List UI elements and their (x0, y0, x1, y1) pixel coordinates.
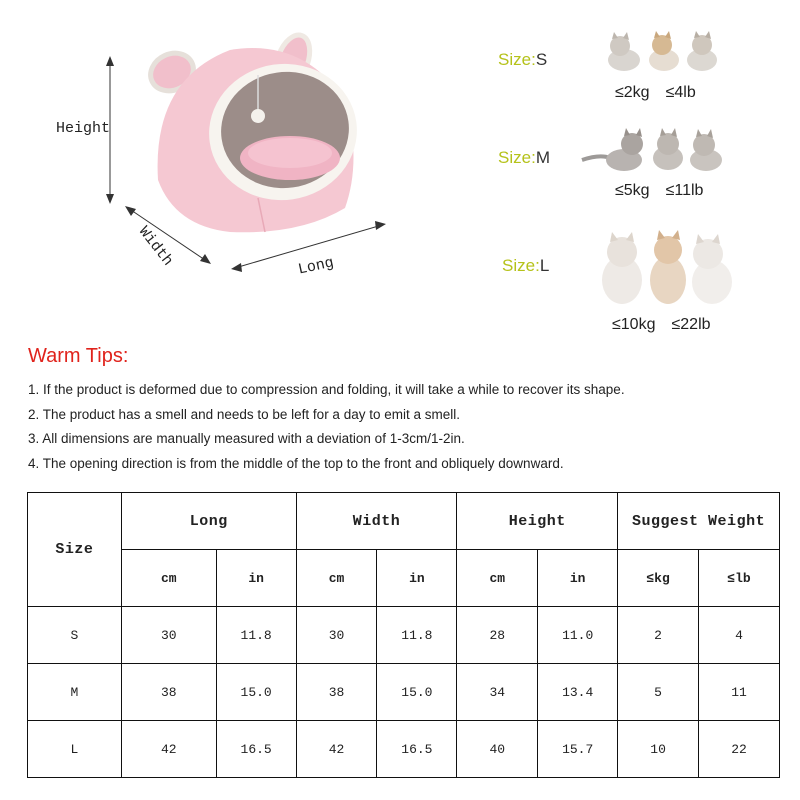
table-row (28, 664, 780, 721)
value-cell: 16.5 (216, 721, 296, 778)
long-header: Long (121, 493, 296, 550)
size-s-weights: ≤2kg ≤4lb (615, 84, 696, 101)
size-table (27, 492, 780, 778)
warm-tips-heading: Warm Tips: (28, 345, 129, 367)
value-cell: 34 (457, 664, 538, 721)
value-cell: 30 (296, 607, 377, 664)
product-figure (40, 20, 460, 320)
value-cell: 15.7 (538, 721, 618, 778)
width-header: Width (296, 493, 457, 550)
width-label: Width (134, 223, 177, 270)
unit-cell: ≤lb (699, 550, 780, 607)
size-panel-m (490, 122, 790, 212)
warm-tips-list (28, 382, 625, 480)
tip-item: 4. The opening direction is from the middle of the top to the front and obliquely downward. (28, 455, 564, 471)
value-cell: 11.8 (216, 607, 296, 664)
size-header: Size (28, 493, 122, 607)
value-cell: 16.5 (377, 721, 457, 778)
value-cell: 38 (121, 664, 216, 721)
size-cell: L (28, 721, 122, 778)
unit-cell: in (216, 550, 296, 607)
table-row (28, 721, 780, 778)
size-panel-l (490, 222, 790, 342)
value-cell: 15.0 (216, 664, 296, 721)
value-cell: 10 (618, 721, 699, 778)
tip-item: 3. All dimensions are manually measured with a deviation of 1-3cm/1-2in. (28, 431, 465, 446)
value-cell: 11 (699, 664, 780, 721)
value-cell: 5 (618, 664, 699, 721)
value-cell: 40 (457, 721, 538, 778)
value-cell: 15.0 (377, 664, 457, 721)
unit-cell: cm (296, 550, 377, 607)
unit-cell: cm (457, 550, 538, 607)
value-cell: 13.4 (538, 664, 618, 721)
height-header: Height (457, 493, 618, 550)
unit-cell: ≤kg (618, 550, 699, 607)
value-cell: 22 (699, 721, 780, 778)
size-cell: S (28, 607, 122, 664)
size-m-weights: ≤5kg ≤11lb (615, 182, 704, 199)
size-l-weights: ≤10kg ≤22lb (612, 316, 711, 333)
size-l-title: Size:L (502, 256, 550, 275)
value-cell: 2 (618, 607, 699, 664)
value-cell: 42 (121, 721, 216, 778)
size-cell: M (28, 664, 122, 721)
value-cell: 28 (457, 607, 538, 664)
cat-bed-illustration (40, 20, 460, 320)
table-row (28, 607, 780, 664)
cat-bed (144, 30, 365, 232)
unit-cell: cm (121, 550, 216, 607)
value-cell: 11.0 (538, 607, 618, 664)
value-cell: 38 (296, 664, 377, 721)
value-cell: 4 (699, 607, 780, 664)
size-s-title: Size:S (498, 50, 548, 69)
table-unit-row (28, 550, 780, 607)
tip-item: 2. The product has a smell and needs to be left for a day to emit a smell. (28, 406, 460, 422)
unit-cell: in (538, 550, 618, 607)
size-panel-s (490, 30, 790, 110)
kittens-medium-image (580, 124, 730, 178)
value-cell: 11.8 (377, 607, 457, 664)
tip-item: 1. If the product is deformed due to compression and folding, it will take a while to recover its shape. (28, 382, 625, 397)
suggest-weight-header: Suggest Weight (618, 493, 780, 550)
kittens-small-image (602, 30, 732, 78)
long-label: Long (296, 254, 336, 279)
size-m-title: Size:M (498, 148, 550, 167)
value-cell: 30 (121, 607, 216, 664)
table-header-row (28, 493, 780, 550)
value-cell: 42 (296, 721, 377, 778)
cats-large-image (594, 228, 744, 308)
height-label: Height (56, 120, 111, 137)
unit-cell: in (377, 550, 457, 607)
